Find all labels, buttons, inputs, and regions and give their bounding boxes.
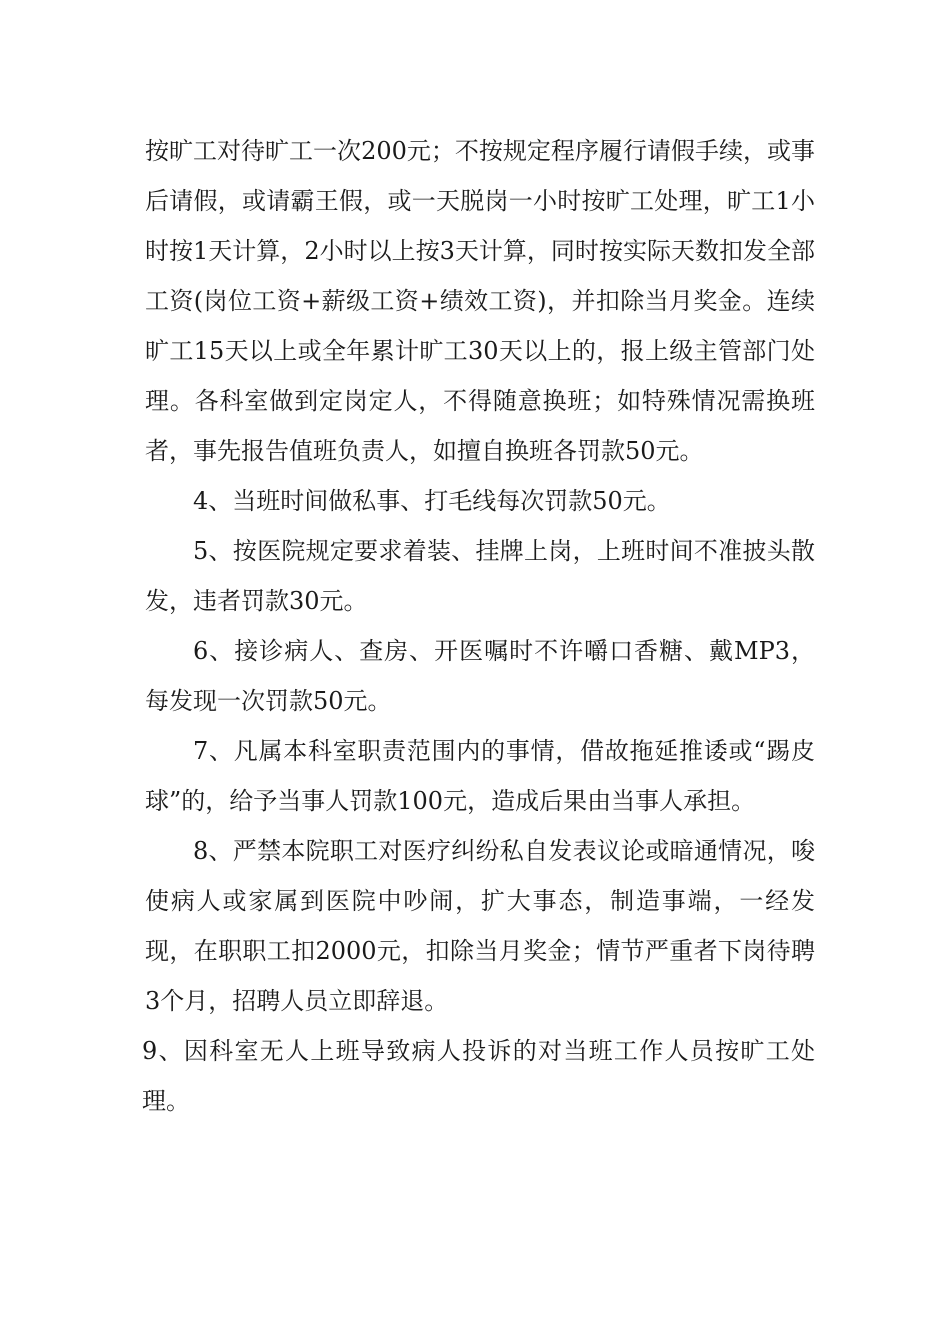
paragraph-rule-7: 7、凡属本科室职责范围内的事情，借故拖延推诿或“踢皮球”的，给予当事人罚款100元，造成后果由当事人承担。 [145,737,815,815]
paragraph-rule-9: 9、因科室无人上班导致病人投诉的对当班工作人员按旷工处理。 [142,1037,815,1115]
paragraph-rule-8: 8、严禁本院职工对医疗纠纷私自发表议论或暗通情况，唆使病人或家属到医院中吵闹，扩大事态，制造事端，一经发现，在职职工扣2000元，扣除当月奖金；情节严重者下岗待聘3个月，招聘人员立即辞退。 [145,837,815,1015]
document-body [142,126,815,1126]
paragraph-continued: 按旷工对待旷工一次200元；不按规定程序履行请假手续，或事后请假，或请霸王假，或一天脱岗一小时按旷工处理，旷工1小时按1天计算，2小时以上按3天计算，同时按实际天数扣发全部工资(岗位工资+薪级工资+绩效工资)，并扣除当月奖金。连续旷工15天以上或全年累计旷工30天以上的，报上级主管部门处理。各科室做到定岗定人，不得随意换班；如特殊情况需换班者，事先报告值班负责人，如擅自换班各罚款50元。 [145,137,815,465]
paragraph-rule-5: 5、按医院规定要求着装、挂牌上岗，上班时间不准披头散发，违者罚款30元。 [145,537,815,615]
paragraph-rule-4: 4、当班时间做私事、打毛线每次罚款50元。 [193,487,671,515]
paragraph-rule-6: 6、接诊病人、查房、开医嘱时不许嚼口香糖、戴MP3，每发现一次罚款50元。 [145,637,815,715]
